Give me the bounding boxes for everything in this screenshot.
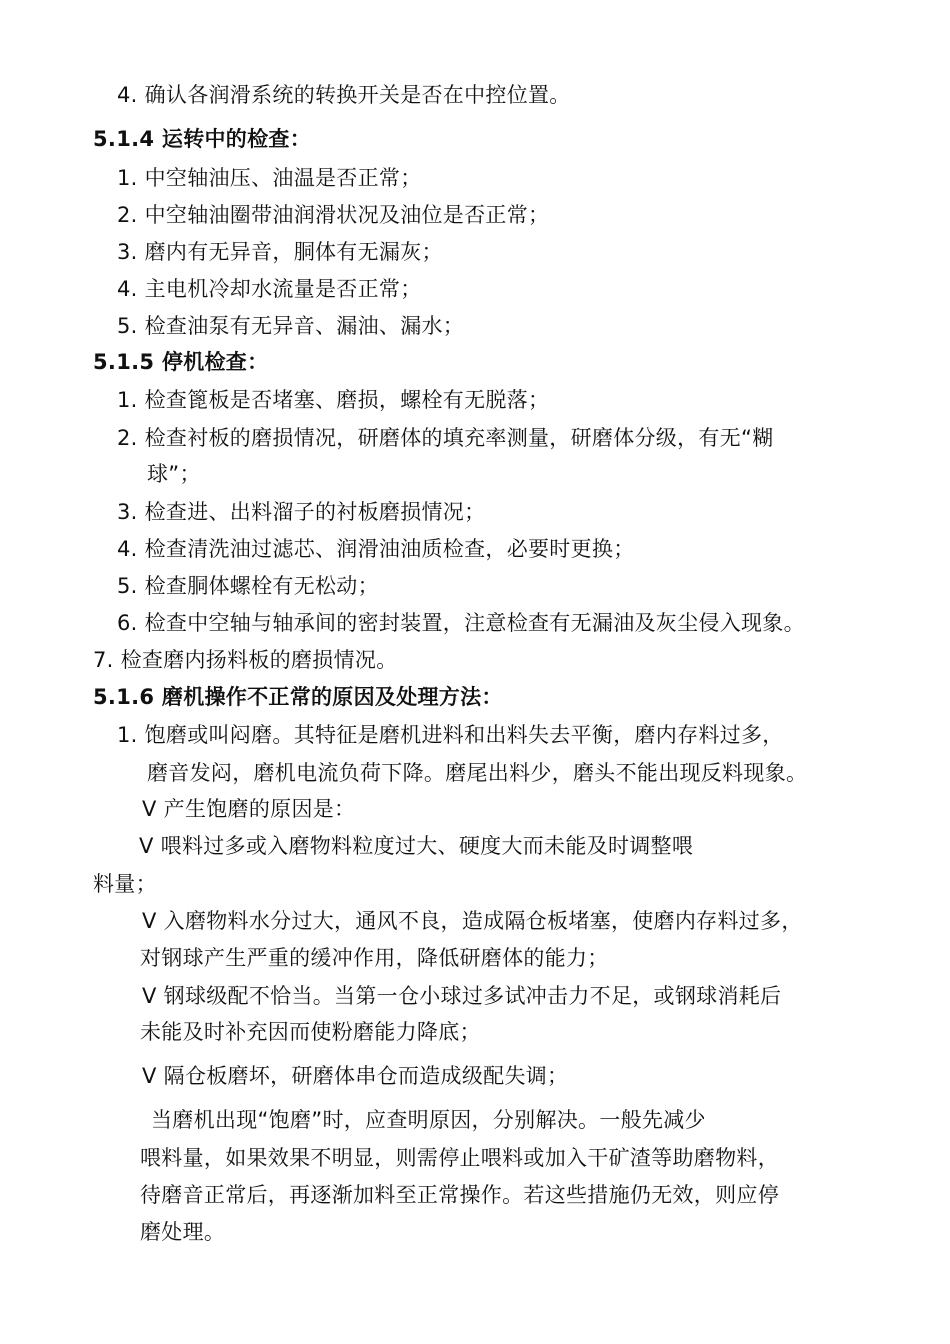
paragraph-text: 待磨音正常后，再逐渐加料至正常操作。若这些措施仍无效，则应停 [140,1183,779,1207]
item-text: 1. 检查篦板是否堵塞、磨损，螺栓有无脱落； [117,388,550,412]
cause-text-continuation: 料量； [93,872,157,896]
cause-text-continuation: 未能及时补充因而使粉磨能力降底； [140,1020,481,1044]
cause-text: V 隔仓板磨坏，研磨体串仓而造成级配失调； [142,1064,569,1088]
cause-text: V 入磨物料水分过大，通风不良，造成隔仓板堵塞，使磨内存料过多， [142,909,803,933]
item-text: 2. 检查衬板的磨损情况，研磨体的填充率测量，研磨体分级，有无“糊 [117,426,774,450]
cause-text: V 喂料过多或入磨物料粒度过大、硬度大而未能及时调整喂 [139,834,694,858]
item-text: 1. 中空轴油压、油温是否正常； [117,166,422,190]
item-text: 4. 检查清洗油过滤芯、润滑油油质检查，必要时更换； [117,537,635,561]
item-text: 3. 检查进、出料溜子的衬板磨损情况； [117,500,486,524]
item-text: 6. 检查中空轴与轴承间的密封装置，注意检查有无漏油及灰尘侵入现象。 [117,611,805,635]
item-text-continuation: 磨音发闷，磨机电流负荷下降。磨尾出料少，磨头不能出现反料现象。 [147,761,808,785]
section-heading: 5.1.4 运转中的检查： [93,127,312,151]
item-text-continuation: 球”； [147,462,201,486]
cause-text: V 钢球级配不恰当。当第一仓小球过多试冲击力不足，或钢球消耗后 [142,984,782,1008]
paragraph-text: 喂料量，如果效果不明显，则需停止喂料或加入干矿渣等助磨物料， [140,1146,779,1170]
paragraph-text: 磨处理。 [140,1220,226,1244]
item-text: 7. 检查磨内扬料板的磨损情况。 [93,648,398,672]
cause-text: V 产生饱磨的原因是： [142,797,356,821]
item-text: 4. 确认各润滑系统的转换开关是否在中控位置。 [117,83,571,107]
item-text: 5. 检查油泵有无异音、漏油、漏水； [117,314,465,338]
item-text: 5. 检查胴体螺栓有无松动； [117,574,379,598]
cause-text-continuation: 对钢球产生严重的缓冲作用，降低研磨体的能力； [140,946,609,970]
item-text: 4. 主电机冷却水流量是否正常； [117,277,422,301]
item-text: 2. 中空轴油圈带油润滑状况及油位是否正常； [117,203,550,227]
section-heading: 5.1.5 停机检查： [93,350,269,374]
section-heading: 5.1.6 磨机操作不正常的原因及处理方法： [93,685,503,709]
item-text: 3. 磨内有无异音，胴体有无漏灰； [117,240,443,264]
paragraph-text: 当磨机出现“饱磨”时，应查明原因，分别解决。一般先减少 [151,1108,706,1132]
item-text: 1. 饱磨或叫闷磨。其特征是磨机进料和出料失去平衡，磨内存料过多， [117,723,784,747]
